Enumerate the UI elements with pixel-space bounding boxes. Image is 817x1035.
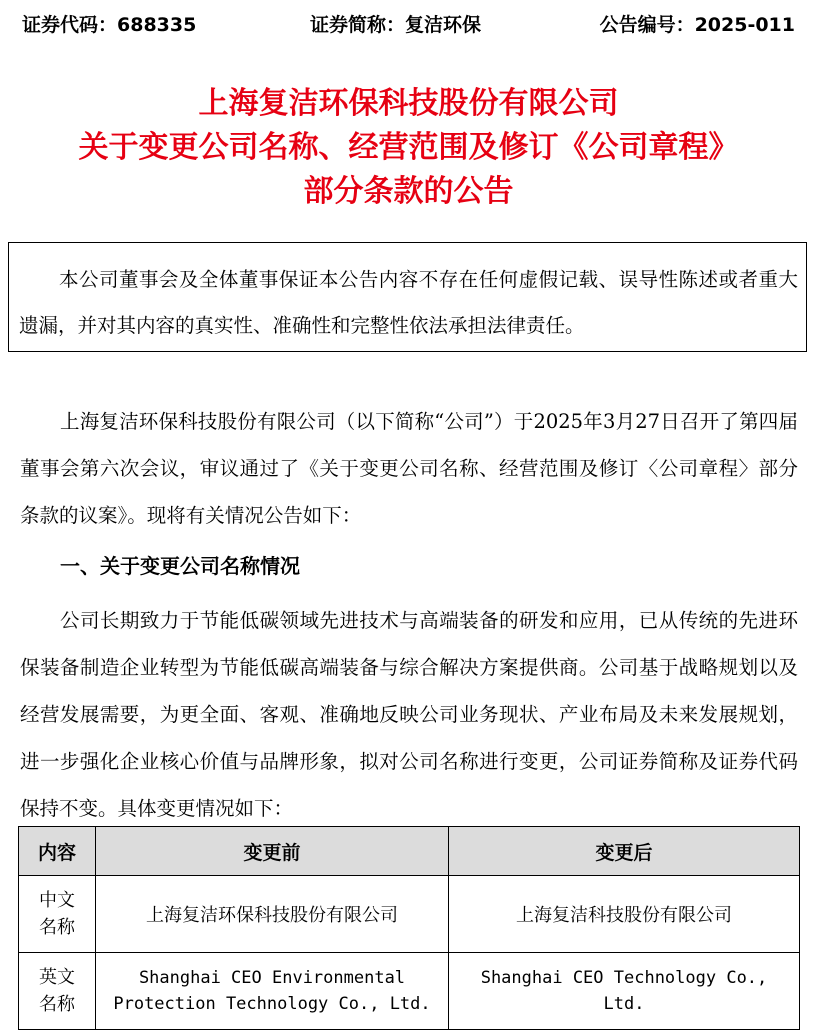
english-name-after: Shanghai CEO Technology Co., Ltd. [449, 953, 800, 1030]
security-code: 证券代码：688335 [22, 14, 197, 36]
name-change-table [18, 826, 800, 1030]
section-heading-1: 一、关于变更公司名称情况 [60, 554, 300, 578]
section-1-body: 公司长期致力于节能低碳领域先进技术与高端装备的研发和应用，已从传统的先进环保装备制造企业转型为节能低碳高端装备与综合解决方案提供商。公司基于战略规划以及经营发展需要，为更全面、客观、准确地反映公司业务现状、产业布局及未来发展规划，进一步强化企业核心价值与品牌形象，拟对公司名称进行变更，公司证券简称及证券代码保持不变。具体变更情况如下： [20, 609, 798, 820]
intro-paragraph: 上海复洁环保科技股份有限公司（以下简称“公司”）于2025年3月27日召开了第四届董事会第六次会议，审议通过了《关于变更公司名称、经营范围及修订〈公司章程〉部分条款的议案》。现将有关情况公告如下： [20, 410, 798, 527]
chinese-name-after: 上海复洁科技股份有限公司 [449, 876, 800, 953]
board-statement-text: 本公司董事会及全体董事保证本公告内容不存在任何虚假记载、误导性陈述或者重大遗漏，并对其内容的真实性、准确性和完整性依法承担法律责任。 [19, 268, 798, 337]
table-header-after: 变更后 [449, 827, 800, 876]
document-title [0, 82, 817, 214]
table-header-before: 变更前 [96, 827, 449, 876]
document-header [22, 10, 795, 36]
board-statement-box [8, 242, 807, 352]
security-short-name: 证券简称：复洁环保 [310, 14, 482, 36]
title-line-1: 上海复洁环保科技股份有限公司 [198, 86, 619, 121]
title-line-3: 部分条款的公告 [303, 174, 514, 209]
row-label-english-name: 英文 名称 [19, 953, 96, 1030]
table-header-row [19, 827, 800, 876]
notice-number: 公告编号：2025-011 [599, 14, 795, 36]
table-row [19, 953, 800, 1030]
row-label-chinese-name: 中文 名称 [19, 876, 96, 953]
english-name-before: Shanghai CEO Environmental Protection Technology Co., Ltd. [96, 953, 449, 1030]
table-header-content: 内容 [19, 827, 96, 876]
chinese-name-before: 上海复洁环保科技股份有限公司 [96, 876, 449, 953]
title-line-2: 关于变更公司名称、经营范围及修订《公司章程》 [78, 130, 739, 165]
table-row [19, 876, 800, 953]
